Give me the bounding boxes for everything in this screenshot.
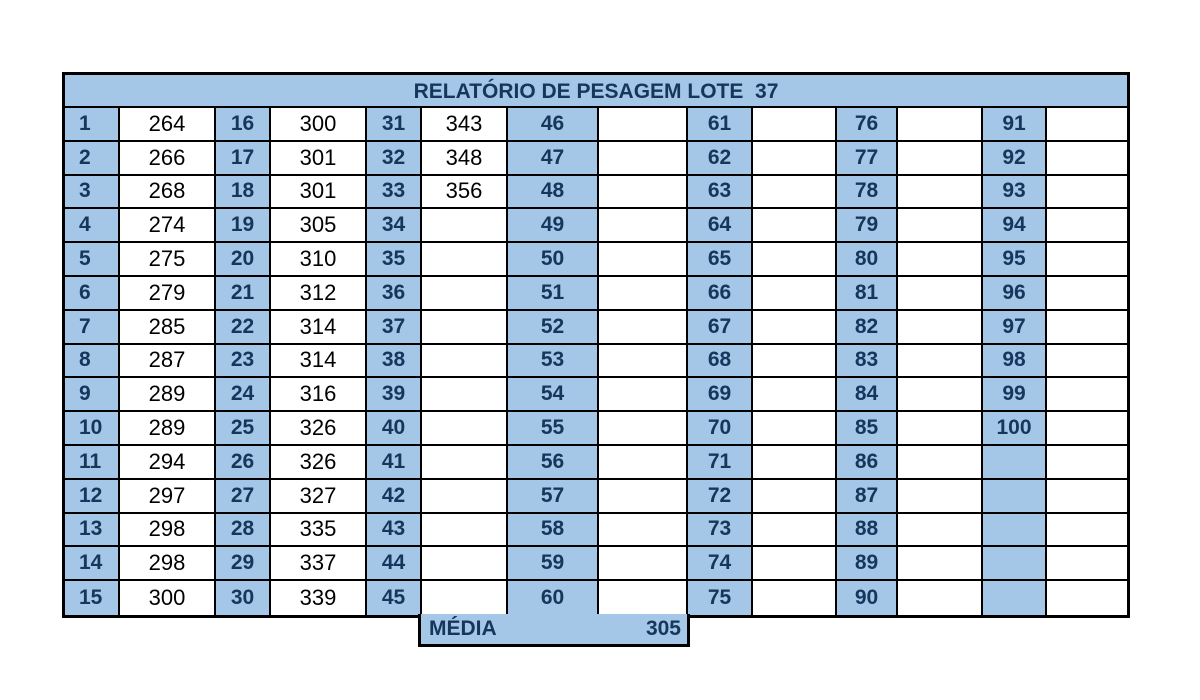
weight-value-cell: 316: [271, 378, 367, 412]
weight-value-cell: 298: [120, 547, 216, 581]
lot-number-cell: 59: [508, 547, 599, 581]
weight-value-cell: [898, 412, 983, 446]
weight-value-cell: [898, 277, 983, 311]
lot-number-cell: 15: [65, 581, 120, 615]
lot-number-cell: 58: [508, 514, 599, 548]
lot-number-cell: 88: [837, 514, 898, 548]
lot-number-cell: [983, 446, 1047, 480]
lot-number-cell: 38: [367, 345, 422, 379]
weight-value-cell: 335: [271, 514, 367, 548]
weight-value-cell: 312: [271, 277, 367, 311]
lot-number-cell: [983, 480, 1047, 514]
lot-number-cell: 10: [65, 412, 120, 446]
weight-value-cell: [753, 142, 837, 176]
lot-number-cell: 8: [65, 345, 120, 379]
weight-value-cell: [1047, 142, 1127, 176]
weight-value-cell: [599, 412, 688, 446]
lot-number-cell: 98: [983, 345, 1047, 379]
weight-value-cell: [422, 480, 508, 514]
weight-value-cell: [422, 345, 508, 379]
lot-number-cell: 19: [216, 209, 271, 243]
lot-number-cell: 6: [65, 277, 120, 311]
lot-number-cell: 25: [216, 412, 271, 446]
weight-value-cell: [422, 311, 508, 345]
weight-value-cell: [753, 209, 837, 243]
weight-value-cell: 289: [120, 378, 216, 412]
weight-value-cell: [753, 581, 837, 615]
lot-number-cell: 87: [837, 480, 898, 514]
weight-value-cell: [898, 480, 983, 514]
weight-value-cell: 275: [120, 243, 216, 277]
weight-value-cell: [898, 108, 983, 142]
lot-number-cell: [983, 514, 1047, 548]
lot-number-cell: 52: [508, 311, 599, 345]
weight-value-cell: [422, 209, 508, 243]
lot-number-cell: 91: [983, 108, 1047, 142]
average-value: 305: [645, 617, 681, 640]
lot-number-cell: 5: [65, 243, 120, 277]
lot-number-cell: 14: [65, 547, 120, 581]
weight-value-cell: 268: [120, 176, 216, 210]
weight-value-cell: [753, 345, 837, 379]
weight-value-cell: [753, 108, 837, 142]
weight-value-cell: 337: [271, 547, 367, 581]
weight-value-cell: [599, 243, 688, 277]
lot-number-cell: 82: [837, 311, 898, 345]
lot-number-cell: 97: [983, 311, 1047, 345]
weight-value-cell: 279: [120, 277, 216, 311]
lot-number-cell: 46: [508, 108, 599, 142]
weight-value-cell: [898, 378, 983, 412]
lot-number-cell: 35: [367, 243, 422, 277]
weight-value-cell: 356: [422, 176, 508, 210]
lot-number-cell: 62: [688, 142, 753, 176]
lot-number-cell: 76: [837, 108, 898, 142]
lot-number-cell: 54: [508, 378, 599, 412]
weight-value-cell: 294: [120, 446, 216, 480]
lot-number-cell: 96: [983, 277, 1047, 311]
weight-value-cell: [898, 514, 983, 548]
weight-value-cell: [898, 176, 983, 210]
lot-number-cell: 68: [688, 345, 753, 379]
lot-number-cell: 47: [508, 142, 599, 176]
lot-number-cell: 56: [508, 446, 599, 480]
weight-value-cell: [1047, 581, 1127, 615]
lot-number-cell: 94: [983, 209, 1047, 243]
weight-value-cell: 327: [271, 480, 367, 514]
weight-value-cell: [599, 108, 688, 142]
lot-number-cell: 66: [688, 277, 753, 311]
weight-value-cell: 274: [120, 209, 216, 243]
lot-number-cell: 70: [688, 412, 753, 446]
lot-number-cell: 53: [508, 345, 599, 379]
weight-value-cell: 301: [271, 142, 367, 176]
weight-value-cell: [1047, 311, 1127, 345]
lot-number-cell: 33: [367, 176, 422, 210]
weight-value-cell: [422, 277, 508, 311]
lot-number-cell: 3: [65, 176, 120, 210]
report-title: RELATÓRIO DE PESAGEM LOTE 37: [65, 75, 1127, 108]
average-box: [418, 614, 690, 647]
weight-value-cell: 264: [120, 108, 216, 142]
lot-number-cell: 65: [688, 243, 753, 277]
lot-number-cell: 72: [688, 480, 753, 514]
weight-value-cell: [898, 547, 983, 581]
weight-value-cell: [422, 378, 508, 412]
lot-number-cell: 83: [837, 345, 898, 379]
weight-value-cell: [599, 311, 688, 345]
weight-value-cell: [1047, 176, 1127, 210]
lot-number-cell: 48: [508, 176, 599, 210]
lot-number-cell: 7: [65, 311, 120, 345]
weight-value-cell: 305: [271, 209, 367, 243]
weight-value-cell: [898, 345, 983, 379]
weight-value-cell: [599, 277, 688, 311]
weight-value-cell: 301: [271, 176, 367, 210]
lot-number-cell: 64: [688, 209, 753, 243]
lot-number-cell: 29: [216, 547, 271, 581]
weight-value-cell: [599, 446, 688, 480]
weight-value-cell: [753, 480, 837, 514]
lot-number-cell: 67: [688, 311, 753, 345]
weight-value-cell: [1047, 378, 1127, 412]
lot-number-cell: 51: [508, 277, 599, 311]
lot-number-cell: 41: [367, 446, 422, 480]
lot-number-cell: 30: [216, 581, 271, 615]
lot-number-cell: 100: [983, 412, 1047, 446]
weight-value-cell: [1047, 514, 1127, 548]
weight-value-cell: 310: [271, 243, 367, 277]
lot-number-cell: 42: [367, 480, 422, 514]
lot-number-cell: 63: [688, 176, 753, 210]
weight-value-cell: [599, 176, 688, 210]
weight-value-cell: 300: [271, 108, 367, 142]
lot-number-cell: 60: [508, 581, 599, 615]
weight-value-cell: [599, 209, 688, 243]
lot-number-cell: 89: [837, 547, 898, 581]
lot-number-cell: 73: [688, 514, 753, 548]
lot-number-cell: 31: [367, 108, 422, 142]
weight-value-cell: [1047, 277, 1127, 311]
weight-value-cell: [1047, 345, 1127, 379]
weight-value-cell: [898, 142, 983, 176]
lot-number-cell: 17: [216, 142, 271, 176]
lot-number-cell: 20: [216, 243, 271, 277]
weight-value-cell: [599, 581, 688, 615]
weight-value-cell: [753, 311, 837, 345]
weight-value-cell: [898, 243, 983, 277]
lot-number-cell: 37: [367, 311, 422, 345]
weights-grid: [65, 108, 1127, 615]
lot-number-cell: 74: [688, 547, 753, 581]
lot-number-cell: 55: [508, 412, 599, 446]
weight-value-cell: 348: [422, 142, 508, 176]
lot-number-cell: 80: [837, 243, 898, 277]
weight-value-cell: [599, 547, 688, 581]
lot-number-cell: 71: [688, 446, 753, 480]
weight-value-cell: [599, 514, 688, 548]
lot-number-cell: 39: [367, 378, 422, 412]
lot-number-cell: 45: [367, 581, 422, 615]
weight-value-cell: [753, 514, 837, 548]
lot-number-cell: 28: [216, 514, 271, 548]
weight-value-cell: [599, 480, 688, 514]
lot-number-cell: 49: [508, 209, 599, 243]
weight-value-cell: [753, 547, 837, 581]
weight-value-cell: [898, 311, 983, 345]
weight-value-cell: 266: [120, 142, 216, 176]
lot-number-cell: 43: [367, 514, 422, 548]
lot-number-cell: 23: [216, 345, 271, 379]
weight-value-cell: [422, 581, 508, 615]
lot-number-cell: 95: [983, 243, 1047, 277]
lot-number-cell: 44: [367, 547, 422, 581]
weight-value-cell: [898, 581, 983, 615]
weight-value-cell: [1047, 480, 1127, 514]
lot-number-cell: 99: [983, 378, 1047, 412]
average-label: MÉDIA: [429, 617, 497, 640]
weight-value-cell: [599, 378, 688, 412]
weight-value-cell: [422, 547, 508, 581]
lot-number-cell: 22: [216, 311, 271, 345]
lot-number-cell: 93: [983, 176, 1047, 210]
lot-number-cell: 1: [65, 108, 120, 142]
lot-number-cell: 40: [367, 412, 422, 446]
weight-value-cell: [599, 345, 688, 379]
lot-number-cell: 16: [216, 108, 271, 142]
lot-number-cell: 34: [367, 209, 422, 243]
lot-number-cell: 24: [216, 378, 271, 412]
weight-value-cell: 298: [120, 514, 216, 548]
lot-number-cell: [983, 547, 1047, 581]
lot-number-cell: 26: [216, 446, 271, 480]
lot-number-cell: 61: [688, 108, 753, 142]
weight-value-cell: [1047, 243, 1127, 277]
lot-number-cell: 21: [216, 277, 271, 311]
lot-number-cell: 92: [983, 142, 1047, 176]
lot-number-cell: 86: [837, 446, 898, 480]
weight-value-cell: [753, 378, 837, 412]
lot-number-cell: 2: [65, 142, 120, 176]
weight-value-cell: 300: [120, 581, 216, 615]
weight-value-cell: 285: [120, 311, 216, 345]
lot-number-cell: [983, 581, 1047, 615]
lot-number-cell: 36: [367, 277, 422, 311]
lot-number-cell: 84: [837, 378, 898, 412]
weight-value-cell: [1047, 446, 1127, 480]
lot-number-cell: 81: [837, 277, 898, 311]
lot-number-cell: 27: [216, 480, 271, 514]
weight-value-cell: 297: [120, 480, 216, 514]
weight-value-cell: 326: [271, 446, 367, 480]
weight-value-cell: [422, 243, 508, 277]
weight-value-cell: [1047, 209, 1127, 243]
weight-value-cell: [422, 446, 508, 480]
lot-number-cell: 77: [837, 142, 898, 176]
weight-value-cell: [599, 142, 688, 176]
lot-number-cell: 85: [837, 412, 898, 446]
weight-value-cell: [422, 412, 508, 446]
weight-value-cell: [1047, 108, 1127, 142]
weight-value-cell: 339: [271, 581, 367, 615]
lot-number-cell: 90: [837, 581, 898, 615]
lot-number-cell: 18: [216, 176, 271, 210]
weight-value-cell: [1047, 547, 1127, 581]
lot-number-cell: 4: [65, 209, 120, 243]
weight-value-cell: [422, 514, 508, 548]
weight-value-cell: [753, 243, 837, 277]
weight-value-cell: 314: [271, 345, 367, 379]
weight-value-cell: [1047, 412, 1127, 446]
lot-number-cell: 32: [367, 142, 422, 176]
lot-number-cell: 79: [837, 209, 898, 243]
weighing-report-sheet: [62, 72, 1130, 618]
lot-number-cell: 78: [837, 176, 898, 210]
lot-number-cell: 11: [65, 446, 120, 480]
weight-value-cell: [898, 446, 983, 480]
lot-number-cell: 69: [688, 378, 753, 412]
lot-number-cell: 57: [508, 480, 599, 514]
lot-number-cell: 75: [688, 581, 753, 615]
weight-value-cell: [753, 176, 837, 210]
weight-value-cell: 287: [120, 345, 216, 379]
lot-number-cell: 9: [65, 378, 120, 412]
weight-value-cell: [753, 446, 837, 480]
lot-number-cell: 13: [65, 514, 120, 548]
weight-value-cell: 314: [271, 311, 367, 345]
lot-number-cell: 50: [508, 243, 599, 277]
weight-value-cell: [753, 412, 837, 446]
weight-value-cell: [753, 277, 837, 311]
weight-value-cell: 343: [422, 108, 508, 142]
weight-value-cell: [898, 209, 983, 243]
weight-value-cell: 326: [271, 412, 367, 446]
lot-number-cell: 12: [65, 480, 120, 514]
weight-value-cell: 289: [120, 412, 216, 446]
